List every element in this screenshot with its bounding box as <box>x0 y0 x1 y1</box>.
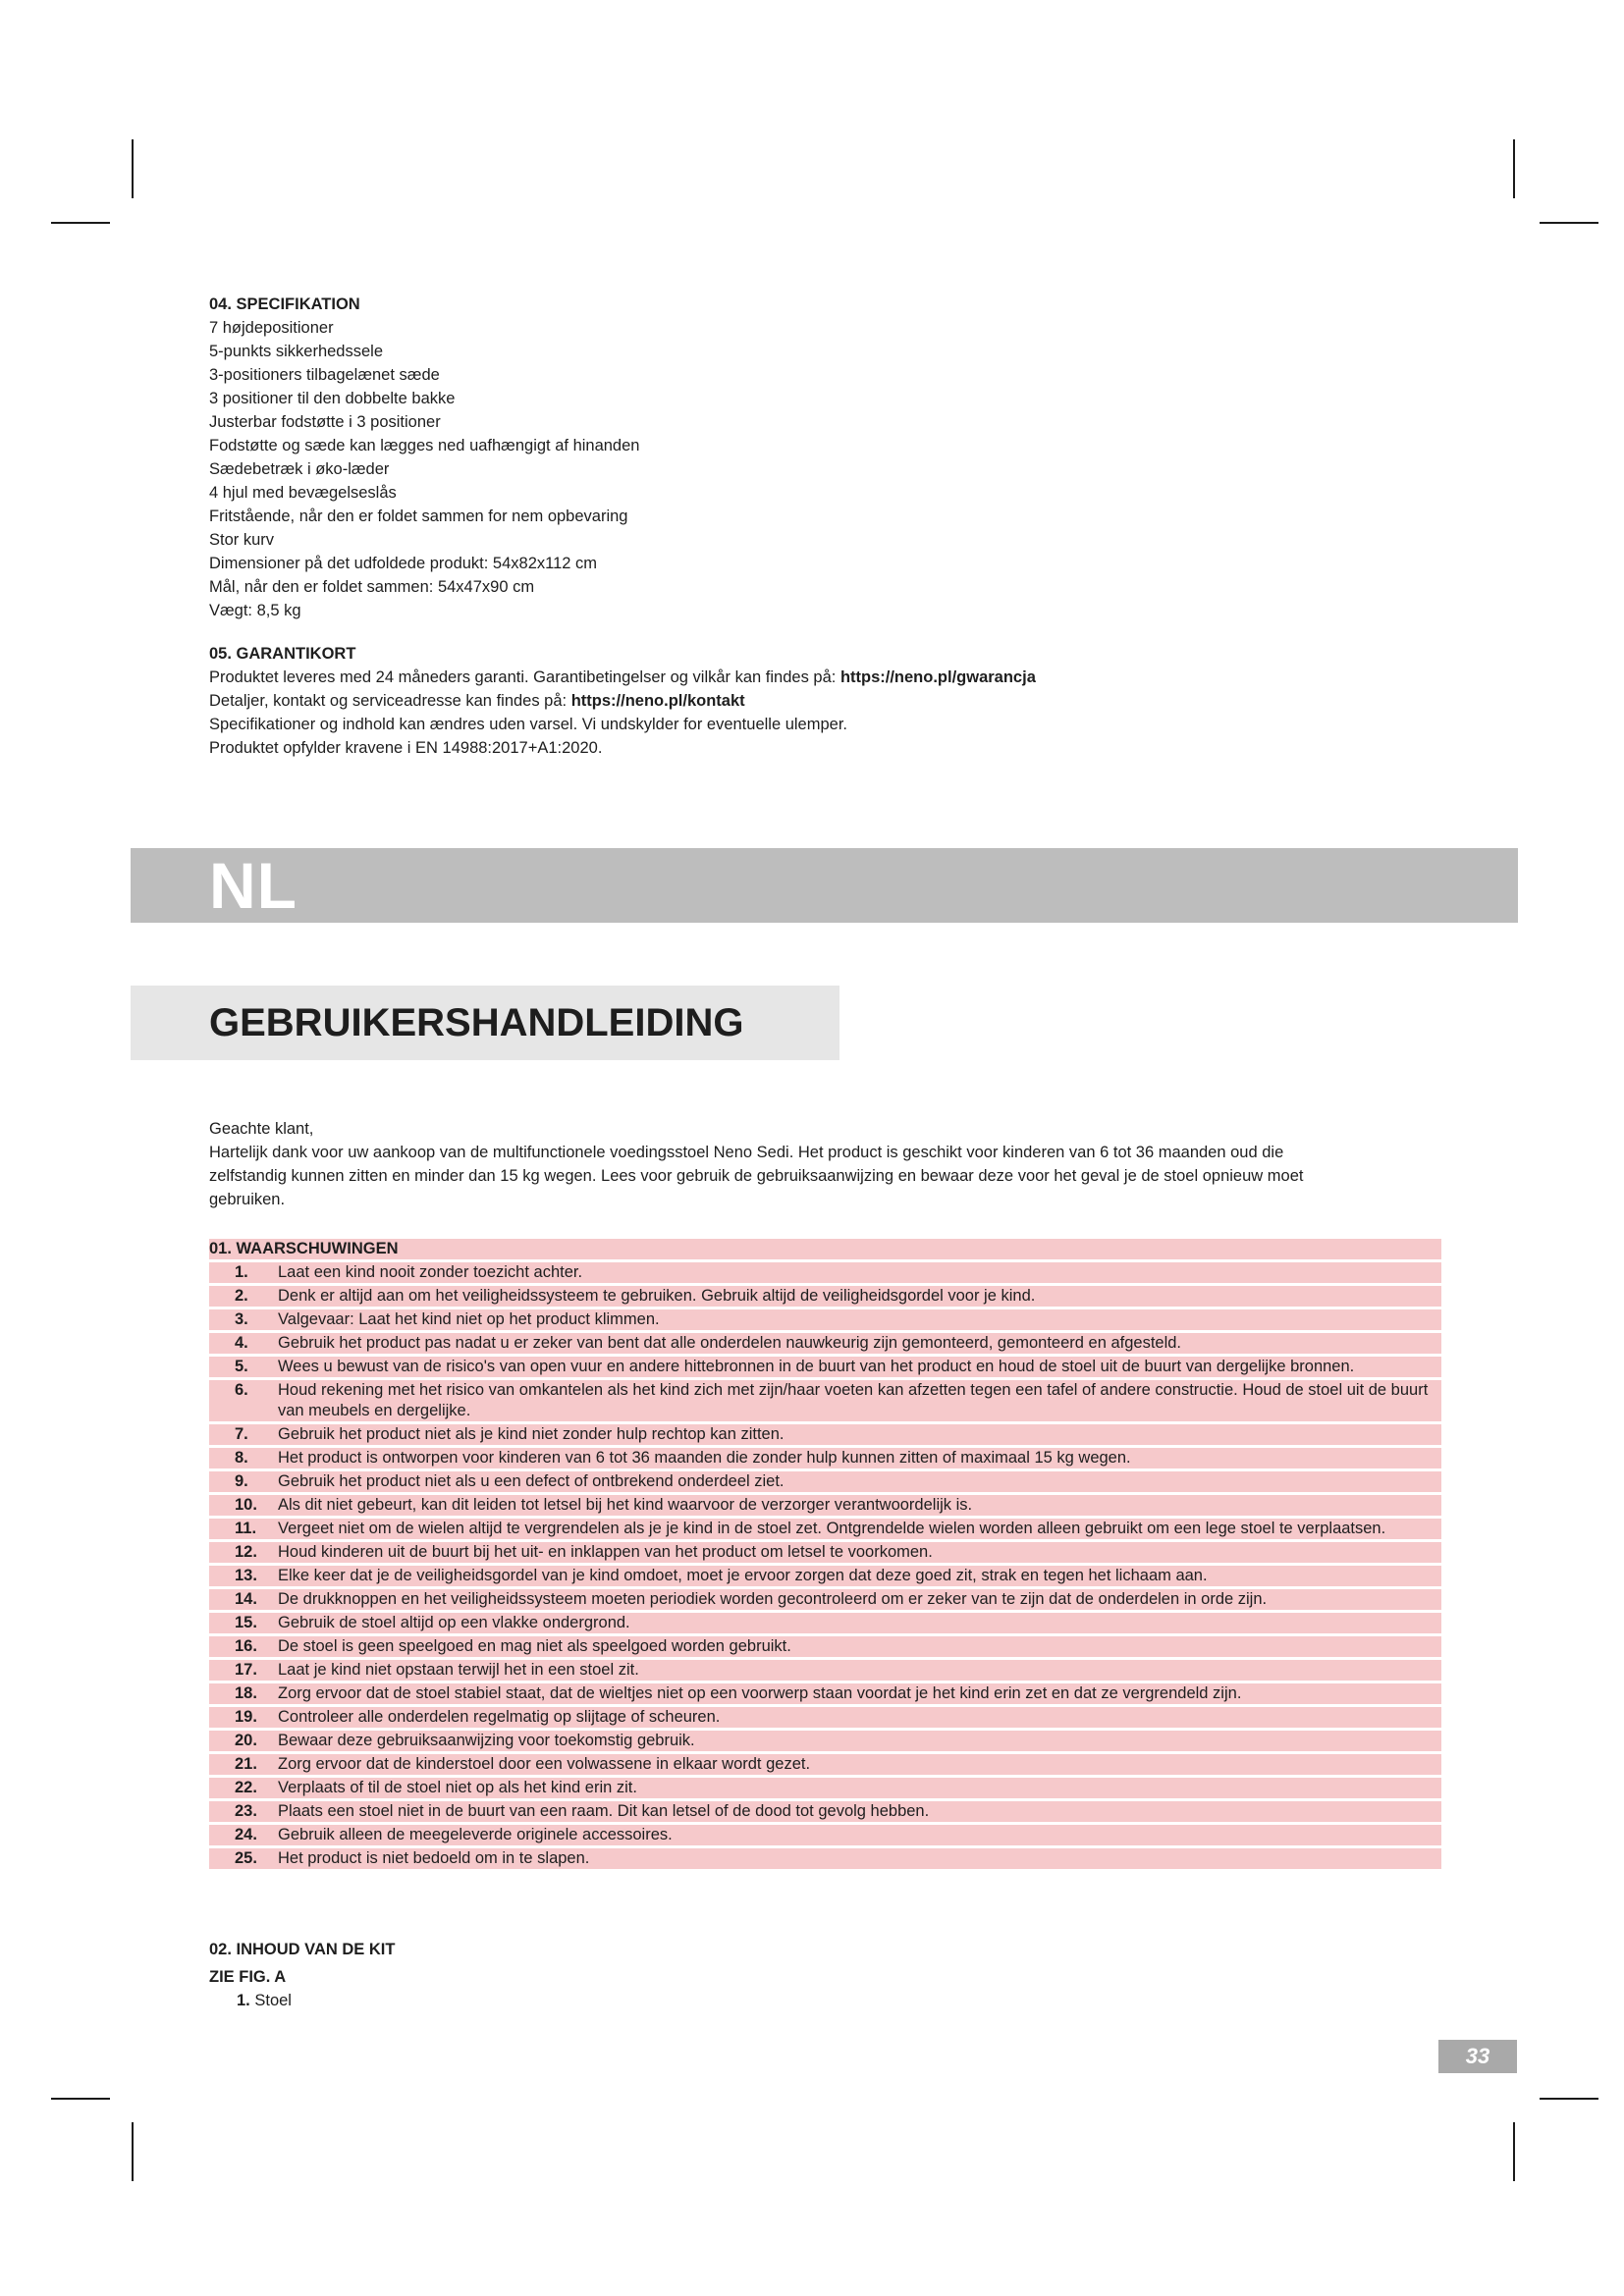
warning-item <box>209 1754 1441 1775</box>
warning-number: 7. <box>235 1425 248 1443</box>
warning-item <box>209 1566 1441 1586</box>
warning-text: Controleer alle onderdelen regelmatig op slijtage of scheuren. <box>278 1708 721 1726</box>
spec-line: Fodstøtte og sæde kan lægges ned uafhængigt af hinanden <box>209 437 640 454</box>
warning-number: 12. <box>235 1543 257 1561</box>
warning-number: 25. <box>235 1849 257 1867</box>
warning-number: 20. <box>235 1732 257 1749</box>
kit-heading: 02. INHOUD VAN DE KIT <box>209 1941 396 1958</box>
crop-mark <box>1540 222 1598 224</box>
warning-number: 1. <box>235 1263 248 1281</box>
warning-number: 16. <box>235 1637 257 1655</box>
warning-number: 15. <box>235 1614 257 1631</box>
spec-line: Dimensioner på det udfoldede produkt: 54x82x112 cm <box>209 555 598 572</box>
warning-number: 11. <box>235 1520 257 1537</box>
warranty-link[interactable]: https://neno.pl/gwarancja <box>839 668 1036 686</box>
warning-item <box>209 1333 1441 1354</box>
warning-text: Houd kinderen uit de buurt bij het uit- en inklappen van het product om letsel te voorkomen. <box>278 1543 933 1561</box>
contact-line <box>209 689 1436 713</box>
warning-text: Gebruik het product niet als u een defect of ontbrekend onderdeel ziet. <box>278 1472 785 1490</box>
specification-heading: 04. SPECIFIKATION <box>209 295 360 313</box>
spec-line: 3-positioners tilbagelænet sæde <box>209 366 440 384</box>
warning-item <box>209 1286 1441 1307</box>
kit-section <box>209 1938 1436 2012</box>
page-number: 33 <box>1438 2040 1517 2073</box>
warning-item <box>209 1707 1441 1728</box>
warning-item <box>209 1424 1441 1445</box>
warning-item <box>209 1636 1441 1657</box>
warning-text: Elke keer dat je de veiligheidsgordel van je kind omdoet, moet je ervoor zorgen dat deze goed zit, strak en tegen het lichaam aan. <box>278 1567 1208 1584</box>
warning-item <box>209 1380 1441 1421</box>
warning-number: 19. <box>235 1708 257 1726</box>
intro-line: zelfstandig kunnen zitten en minder dan 15 kg wegen. Lees voor gebruik de gebruiksaanwijzing en bewaar deze voor het geval je de stoel opnieuw moet <box>209 1167 1304 1185</box>
warning-item <box>209 1848 1441 1869</box>
disclaimer-line: Specifikationer og indhold kan ændres uden varsel. Vi undskylder for eventuelle ulemper. <box>209 716 848 733</box>
warnings-heading: 01. WAARSCHUWINGEN <box>209 1239 1441 1259</box>
spec-line: Justerbar fodstøtte i 3 positioner <box>209 413 441 431</box>
spec-line: Vægt: 8,5 kg <box>209 602 301 619</box>
intro-line: gebruiken. <box>209 1191 286 1208</box>
warning-text: Wees u bewust van de risico's van open vuur en andere hittebronnen in de buurt van het product en houd de stoel uit de buurt van dergelijke bronnen. <box>278 1358 1355 1375</box>
spec-line: Mål, når den er foldet sammen: 54x47x90 cm <box>209 578 535 596</box>
specification-section <box>209 293 1436 622</box>
standard-line: Produktet opfylder kravene i EN 14988:2017+A1:2020. <box>209 739 603 757</box>
crop-mark <box>132 2122 134 2181</box>
warning-text: Gebruik het product pas nadat u er zeker van bent dat alle onderdelen nauwkeurig zijn gemonteerd, gemonteerd en afgesteld. <box>278 1334 1182 1352</box>
warning-text: Vergeet niet om de wielen altijd te vergrendelen als je je kind in de stoel zet. Ontgrendelde wielen worden alleen gebruikt om een lege stoel te verplaatsen. <box>278 1520 1386 1537</box>
warning-number: 14. <box>235 1590 257 1608</box>
warning-text: Zorg ervoor dat de stoel stabiel staat, dat de wieltjes niet op een voorwerp staan voordat je het kind erin zet en dat ze vergrendeld zijn. <box>278 1684 1242 1702</box>
crop-mark <box>1513 139 1515 198</box>
warning-text: Bewaar deze gebruiksaanwijzing voor toekomstig gebruik. <box>278 1732 695 1749</box>
crop-mark <box>1513 2122 1515 2181</box>
warning-item <box>209 1825 1441 1845</box>
warning-number: 3. <box>235 1310 248 1328</box>
warranty-heading: 05. GARANTIKORT <box>209 645 356 663</box>
warning-number: 13. <box>235 1567 257 1584</box>
crop-mark <box>51 2098 110 2100</box>
warning-number: 4. <box>235 1334 248 1352</box>
warning-text: Gebruik alleen de meegeleverde originele accessoires. <box>278 1826 673 1843</box>
warning-item <box>209 1683 1441 1704</box>
spec-line: 4 hjul med bevægelseslås <box>209 484 397 502</box>
warning-text: Als dit niet gebeurt, kan dit leiden tot letsel bij het kind waarvoor de verzorger verantwoordelijk is. <box>278 1496 973 1514</box>
warnings-section <box>209 1239 1441 1872</box>
warning-text: De drukknoppen en het veiligheidssysteem moeten periodiek worden gecontroleerd om er zeker van te zijn dat de onderdelen in orde zijn. <box>278 1590 1268 1608</box>
warning-item <box>209 1589 1441 1610</box>
spec-line: 3 positioner til den dobbelte bakke <box>209 390 456 407</box>
warning-text: De stoel is geen speelgoed en mag niet als speelgoed worden gebruikt. <box>278 1637 791 1655</box>
warning-text: Valgevaar: Laat het kind niet op het product klimmen. <box>278 1310 660 1328</box>
warning-number: 10. <box>235 1496 257 1514</box>
warning-item <box>209 1495 1441 1516</box>
warning-item <box>209 1519 1441 1539</box>
kit-item-text: Stoel <box>254 1992 292 2009</box>
warning-number: 18. <box>235 1684 257 1702</box>
spec-line: Fritstående, når den er foldet sammen for nem opbevaring <box>209 507 628 525</box>
warning-text: Houd rekening met het risico van omkantelen als het kind zich met zijn/haar voeten kan afzetten tegen een tafel of andere constructie. Houd de stoel uit de buurt van meubels en dergelijke. <box>278 1381 1429 1419</box>
warning-item <box>209 1731 1441 1751</box>
warning-item <box>209 1542 1441 1563</box>
warning-number: 23. <box>235 1802 257 1820</box>
warning-text: Plaats een stoel niet in de buurt van een raam. Dit kan letsel of de dood tot gevolg hebben. <box>278 1802 930 1820</box>
contact-link[interactable]: https://neno.pl/kontakt <box>570 692 745 710</box>
warning-number: 2. <box>235 1287 248 1305</box>
warning-number: 9. <box>235 1472 248 1490</box>
warning-item <box>209 1801 1441 1822</box>
warning-item <box>209 1262 1441 1283</box>
kit-item-number: 1. <box>237 1992 250 2009</box>
kit-item <box>209 1989 1436 2012</box>
warning-text: Het product is ontworpen voor kinderen van 6 tot 36 maanden die zonder hulp kunnen zitten of maximaal 15 kg wegen. <box>278 1449 1131 1467</box>
language-band <box>131 848 1518 923</box>
warning-item <box>209 1613 1441 1633</box>
spec-line: 7 højdepositioner <box>209 319 334 337</box>
intro-section <box>209 1117 1436 1211</box>
warning-text: Laat je kind niet opstaan terwijl het in een stoel zit. <box>278 1661 639 1679</box>
warning-text: Zorg ervoor dat de kinderstoel door een volwassene in elkaar wordt gezet. <box>278 1755 811 1773</box>
manual-title-band <box>131 986 839 1060</box>
manual-title: GEBRUIKERSHANDLEIDING <box>209 1001 744 1044</box>
warning-item <box>209 1448 1441 1468</box>
warning-number: 5. <box>235 1358 248 1375</box>
warning-text: Het product is niet bedoeld om in te slapen. <box>278 1849 590 1867</box>
spec-line: 5-punkts sikkerhedssele <box>209 343 384 360</box>
crop-mark <box>132 139 134 198</box>
crop-mark <box>1540 2098 1598 2100</box>
warning-number: 6. <box>235 1381 248 1399</box>
warning-item <box>209 1660 1441 1681</box>
warning-text: Laat een kind nooit zonder toezicht achter. <box>278 1263 583 1281</box>
intro-greeting: Geachte klant, <box>209 1120 314 1138</box>
contact-text: Detaljer, kontakt og serviceadresse kan findes på: <box>209 692 571 710</box>
warning-text: Gebruik het product niet als je kind niet zonder hulp rechtop kan zitten. <box>278 1425 785 1443</box>
kit-subheading: ZIE FIG. A <box>209 1968 287 1986</box>
warning-number: 17. <box>235 1661 257 1679</box>
warnings-list <box>209 1262 1441 1869</box>
warning-text: Denk er altijd aan om het veiligheidssysteem te gebruiken. Gebruik altijd de veiligheidsgordel voor je kind. <box>278 1287 1036 1305</box>
spec-line: Stor kurv <box>209 531 275 549</box>
language-code: NL <box>209 849 298 922</box>
warranty-section <box>209 642 1436 760</box>
spec-line: Sædebetræk i øko-læder <box>209 460 390 478</box>
warning-text: Verplaats of til de stoel niet op als het kind erin zit. <box>278 1779 637 1796</box>
warning-item <box>209 1309 1441 1330</box>
warning-number: 21. <box>235 1755 257 1773</box>
crop-mark <box>51 222 110 224</box>
warning-item <box>209 1778 1441 1798</box>
warranty-text: Produktet leveres med 24 måneders garanti. Garantibetingelser og vilkår kan findes på: <box>209 668 840 686</box>
warning-number: 24. <box>235 1826 257 1843</box>
warning-text: Gebruik de stoel altijd op een vlakke ondergrond. <box>278 1614 630 1631</box>
warranty-line <box>209 666 1436 689</box>
intro-line: Hartelijk dank voor uw aankoop van de multifunctionele voedingsstoel Neno Sedi. Het product is geschikt voor kinderen van 6 tot 36 maanden oud die <box>209 1144 1284 1161</box>
warning-item <box>209 1357 1441 1377</box>
warning-number: 8. <box>235 1449 248 1467</box>
warning-item <box>209 1471 1441 1492</box>
warning-number: 22. <box>235 1779 257 1796</box>
